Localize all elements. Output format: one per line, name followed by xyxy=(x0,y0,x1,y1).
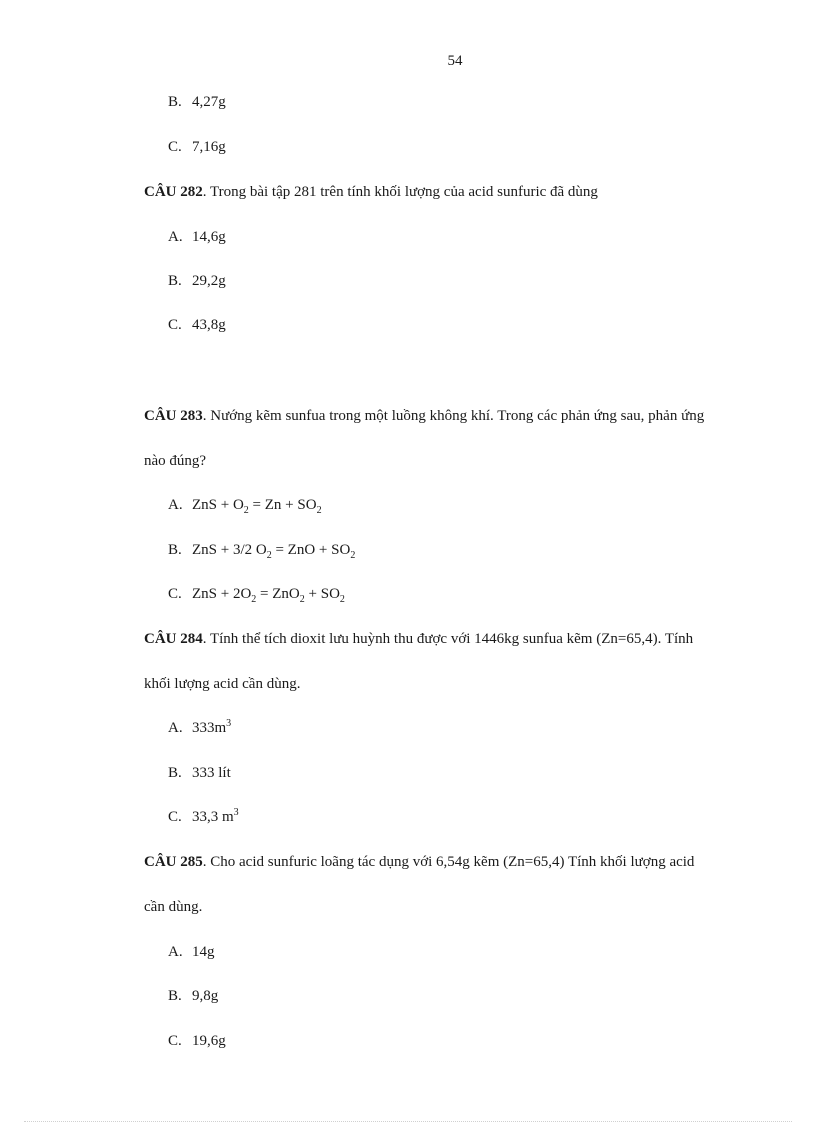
question-text: . Cho acid sunfuric loãng tác dụng với 6,54g kẽm (Zn=65,4) Tính khối lượng acid xyxy=(202,854,695,870)
q285-option-c xyxy=(168,1031,226,1051)
q282-stem xyxy=(144,182,598,202)
option-letter: B. xyxy=(168,94,182,110)
option-formula: ZnS + 3/2 $O_2$ = ZnO + $SO_2$ xyxy=(192,542,356,561)
option-letter: B. xyxy=(168,988,182,1004)
option-text: 9,8g xyxy=(192,988,219,1004)
option-letter: A. xyxy=(168,497,183,513)
page-number: 54 xyxy=(447,53,463,69)
q285-stem-line2: cần dùng. xyxy=(144,899,203,915)
option-text: 43,8g xyxy=(192,317,226,333)
option-text: 7,16g xyxy=(192,139,226,155)
question-label: CÂU 282 xyxy=(144,184,203,200)
option-unit: $333m^3$ xyxy=(192,718,232,736)
question-label: CÂU 285 xyxy=(144,854,203,870)
option-text: 4,27g xyxy=(192,94,226,110)
page-bottom-rule xyxy=(24,1121,792,1122)
q281-option-b xyxy=(168,92,226,112)
option-text: 333 lít xyxy=(192,765,231,781)
option-letter: A. xyxy=(168,944,183,960)
q284-stem-line1 xyxy=(144,629,693,649)
question-text: . Nướng kẽm sunfua trong một luồng không khí. Trong các phản ứng sau, phản ứng xyxy=(202,408,705,424)
q283-option-c xyxy=(168,584,345,604)
option-letter: A. xyxy=(168,229,183,245)
option-text: 29,2g xyxy=(192,273,226,289)
q282-option-b xyxy=(168,271,226,291)
q283-stem-line2: nào đúng? xyxy=(144,453,207,469)
option-letter: C. xyxy=(168,586,182,602)
option-letter: C. xyxy=(168,809,182,825)
option-letter: B. xyxy=(168,273,182,289)
q284-stem-line2: khối lượng acid cần dùng. xyxy=(144,676,301,692)
q284-option-b xyxy=(168,763,231,783)
question-text: . Trong bài tập 281 trên tính khối lượng của acid sunfuric đã dùng xyxy=(202,184,598,200)
q283-stem-line1 xyxy=(144,406,704,426)
option-formula: ZnS + $2O_2 = ZnO_2 + SO_2$ xyxy=(192,586,345,605)
option-text: 14,6g xyxy=(192,229,226,245)
option-unit: 33,3 $m^3$ xyxy=(192,807,239,825)
question-label: CÂU 283 xyxy=(144,408,203,424)
q282-option-c xyxy=(168,315,226,335)
question-text: . Tính thể tích dioxit lưu huỳnh thu được với 1446kg sunfua kẽm (Zn=65,4). Tính xyxy=(202,631,694,647)
q283-option-a xyxy=(168,495,322,515)
q284-option-a xyxy=(168,718,231,738)
option-text: 14g xyxy=(192,944,215,960)
option-letter: A. xyxy=(168,720,183,736)
q285-option-a xyxy=(168,942,215,962)
q282-option-a xyxy=(168,227,226,247)
option-text: 19,6g xyxy=(192,1033,226,1049)
option-letter: C. xyxy=(168,139,182,155)
q285-option-b xyxy=(168,986,218,1006)
question-label: CÂU 284 xyxy=(144,631,203,647)
option-letter: B. xyxy=(168,542,182,558)
q281-option-c xyxy=(168,137,226,157)
option-formula: ZnS + $O_2 = Zn + SO_2$ xyxy=(192,497,322,516)
option-letter: C. xyxy=(168,317,182,333)
q283-option-b xyxy=(168,540,355,560)
q284-option-c xyxy=(168,807,239,827)
option-letter: B. xyxy=(168,765,182,781)
q285-stem-line1 xyxy=(144,852,694,872)
option-letter: C. xyxy=(168,1033,182,1049)
